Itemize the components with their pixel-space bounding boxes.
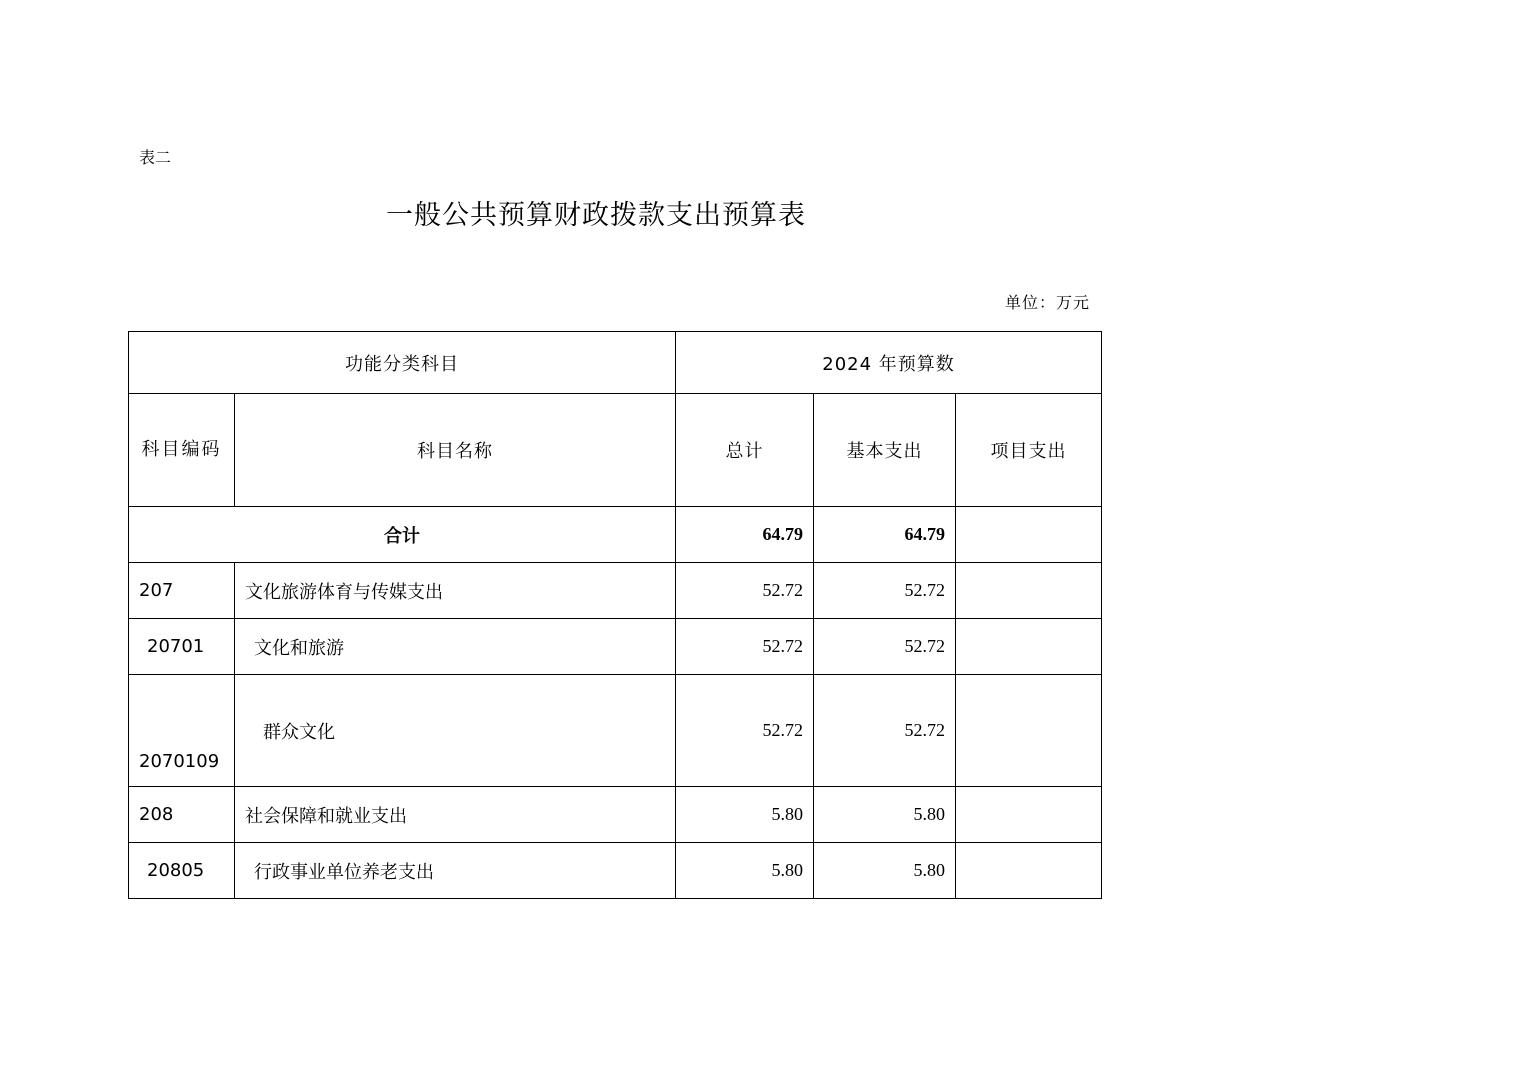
row-name: 文化和旅游 — [235, 619, 676, 675]
header-name: 科目名称 — [235, 394, 676, 507]
row-total: 52.72 — [676, 619, 814, 675]
row-project — [956, 619, 1102, 675]
row-basic: 52.72 — [814, 563, 956, 619]
table-row — [129, 787, 1102, 843]
row-total: 5.80 — [676, 843, 814, 899]
row-project — [956, 843, 1102, 899]
summary-basic: 64.79 — [814, 507, 956, 563]
row-project — [956, 675, 1102, 787]
row-basic: 52.72 — [814, 675, 956, 787]
row-code: 20805 — [129, 843, 235, 899]
row-name: 社会保障和就业支出 — [235, 787, 676, 843]
row-basic: 5.80 — [814, 787, 956, 843]
budget-table — [128, 331, 1102, 899]
row-total: 52.72 — [676, 563, 814, 619]
row-code: 2070109 — [129, 675, 235, 787]
summary-label: 合计 — [129, 507, 676, 563]
header-project: 项目支出 — [956, 394, 1102, 507]
row-basic: 5.80 — [814, 843, 956, 899]
row-total: 5.80 — [676, 787, 814, 843]
header-basic: 基本支出 — [814, 394, 956, 507]
row-code: 207 — [129, 563, 235, 619]
row-project — [956, 787, 1102, 843]
row-name: 文化旅游体育与传媒支出 — [235, 563, 676, 619]
row-basic: 52.72 — [814, 619, 956, 675]
header-code: 科目编码 — [129, 394, 235, 507]
header-function-category: 功能分类科目 — [129, 332, 676, 394]
header-budget-year: 2024 年预算数 — [676, 332, 1102, 394]
row-total: 52.72 — [676, 675, 814, 787]
group-header-row — [129, 332, 1102, 394]
summary-project — [956, 507, 1102, 563]
table-row — [129, 843, 1102, 899]
table-row — [129, 619, 1102, 675]
summary-total: 64.79 — [676, 507, 814, 563]
unit-note: 单位：万元 — [1004, 293, 1090, 312]
row-name: 行政事业单位养老支出 — [235, 843, 676, 899]
header-total: 总计 — [676, 394, 814, 507]
column-header-row — [129, 394, 1102, 507]
page-title: 一般公共预算财政拨款支出预算表 — [386, 200, 806, 231]
table-row — [129, 675, 1102, 787]
row-project — [956, 563, 1102, 619]
row-name: 群众文化 — [235, 675, 676, 787]
row-code: 20701 — [129, 619, 235, 675]
summary-row — [129, 507, 1102, 563]
table-label: 表二 — [139, 148, 172, 167]
table-row — [129, 563, 1102, 619]
row-code: 208 — [129, 787, 235, 843]
